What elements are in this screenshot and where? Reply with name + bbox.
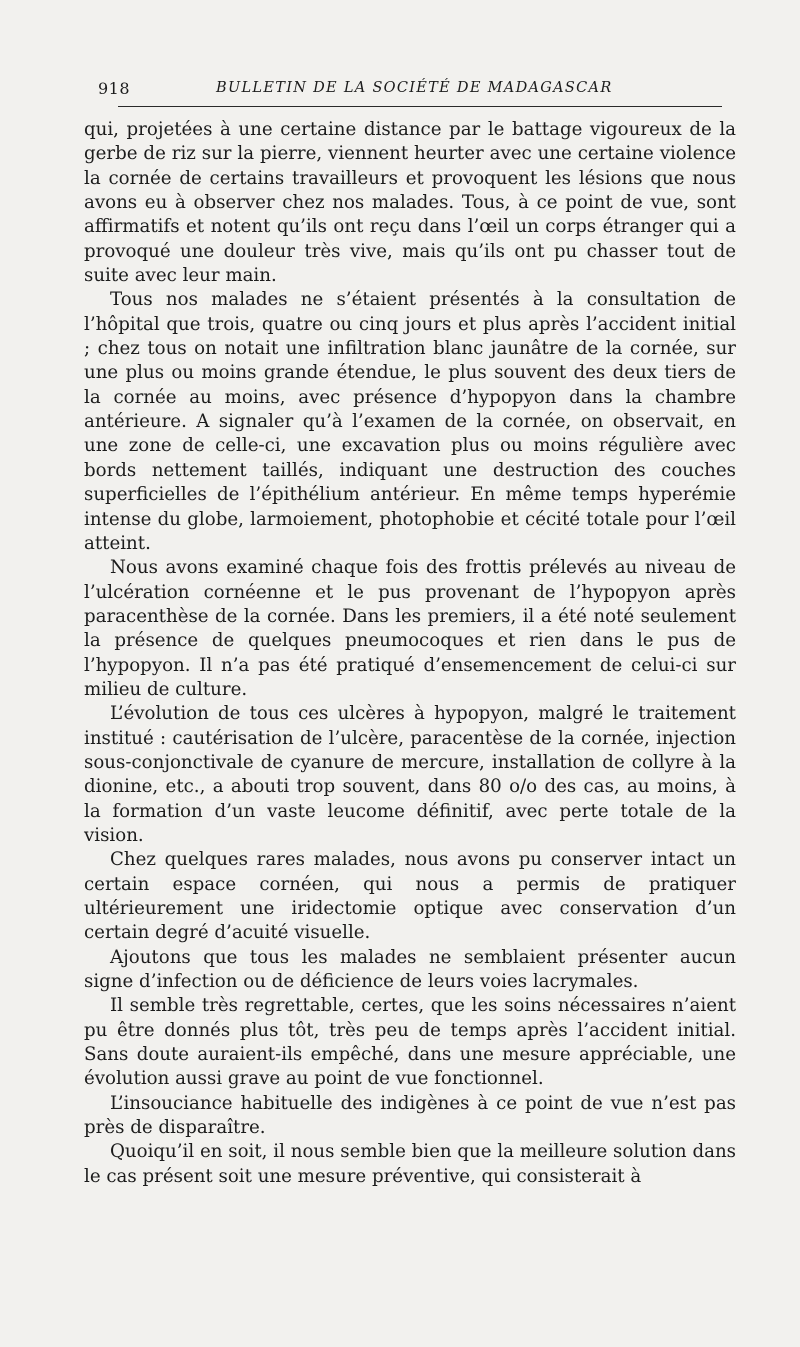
journal-title: BULLETIN DE LA SOCIÉTÉ DE MADAGASCAR <box>216 80 613 96</box>
paragraph: L’insouciance habituelle des indigènes à ce point de vue n’est pas près de disparaître. <box>84 1092 736 1139</box>
running-head <box>98 79 722 103</box>
paragraph: Chez quelques rares malades, nous avons pu conserver intact un certain espace cornéen, qui nous a permis de pratiquer ultérieurement une iridectomie optique avec conservation d’un certain degré d’acuité visuelle. <box>84 849 736 944</box>
paragraph: Tous nos malades ne s’étaient présentés à la consultation de l’hôpital que trois, quatre ou cinq jours et plus après l’accident initial ; chez tous on notait une infiltration blanc jaunâtre de la cornée, sur une plus ou moins grande étendue, le plus souvent des deux tiers de la cornée au moins, avec présence d’hypopyon dans la chambre antérieure. A signaler qu’à l’examen de la cornée, on observait, en une zone de celle-ci, une excavation plus ou moins régulière avec bords nettement taillés, indiquant une destruction des couches superficielles de l’épithélium antérieur. En même temps hyperémie intense du globe, larmoiement, photophobie et cécité totale pour l’œil atteint. <box>84 289 736 554</box>
paragraph: Il semble très regrettable, certes, que les soins nécessaires n’aient pu être donnés plus tôt, très peu de temps après l’accident initial. Sans doute auraient-ils empêché, dans une mesure appréciable, une évolution aussi grave au point de vue fonctionnel. <box>84 995 736 1090</box>
body-text <box>84 118 736 1189</box>
paragraph: Ajoutons que tous les malades ne semblaient présenter aucun signe d’infection ou de déficience de leurs voies lacrymales. <box>84 946 736 993</box>
header-rule <box>118 106 722 107</box>
paragraph: L’évolution de tous ces ulcères à hypopyon, malgré le traitement institué : cautérisation de l’ulcère, paracentèse de la cornée, injection sous-conjonctivale de cyanure de mercure, installation de collyre à la dionine, etc., a abouti trop souvent, dans 80 o/o des cas, au moins, à la formation d’un vaste leucome définitif, avec perte totale de la vision. <box>84 703 736 846</box>
paragraph-continued: qui, projetées à une certaine distance par le battage vigoureux de la gerbe de riz sur la pierre, viennent heurter avec une certaine violence la cornée de certains travailleurs et provoquent les lésions que nous avons eu à observer chez nos malades. Tous, à ce point de vue, sont affirmatifs et notent qu’ils ont reçu dans l’œil un corps étranger qui a provoqué une douleur très vive, mais qu’ils ont pu chasser tout de suite avec leur main. <box>84 119 736 287</box>
paragraph: Quoiqu’il en soit, il nous semble bien que la meilleure solution dans le cas présent soit une mesure préventive, qui consisterait à <box>84 1141 736 1187</box>
paragraph: Nous avons examiné chaque fois des frottis prélevés au niveau de l’ulcération cornéenne et le pus provenant de l’hypopyon après paracenthèse de la cornée. Dans les premiers, il a été noté seulement la présence de quelques pneumocoques et rien dans le pus de l’hypopyon. Il n’a pas été pratiqué d’ensemencement de celui-ci sur milieu de culture. <box>84 557 736 700</box>
page-number: 918 <box>98 79 131 98</box>
